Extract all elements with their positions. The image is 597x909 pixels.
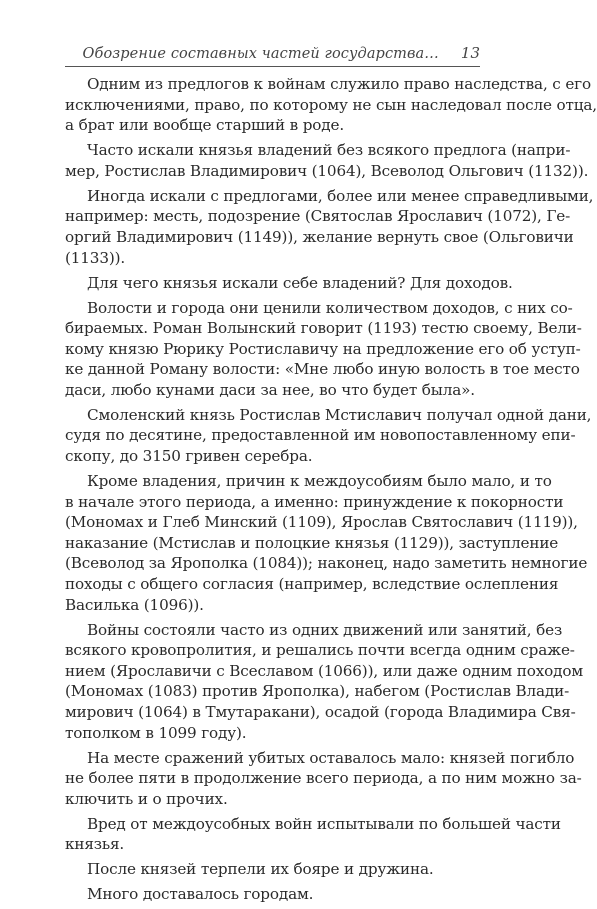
text-line: походы с общего согласия (например, вследствие ослепления [65, 575, 559, 593]
text-line: кому князю Рюрику Ростиславичу на предложение его об уступ- [65, 339, 581, 358]
header-rule [65, 66, 480, 67]
text-line: Часто искали князья владений без всякого предлога (напри- [87, 141, 571, 160]
text-line: Смоленский князь Ростислав Мстиславич получал одной дани, [87, 405, 592, 424]
page-number: 13 [460, 44, 480, 62]
text-line: Войны состояли часто из одних движений или занятий, без [87, 620, 563, 639]
text-line: ке данной Роману волости: «Мне любо иную волость в тое место [65, 360, 580, 379]
text-line: (1133)). [65, 248, 126, 267]
text-line: не более пяти в продолжение всего периода, а по ним можно за- [65, 769, 582, 788]
text-line: всякого кровопролития, и решались почти всегда одним сраже- [65, 641, 575, 660]
text-line: тополком в 1099 году). [65, 723, 247, 742]
text-line: князья. [65, 835, 125, 854]
running-header-title: Обозрение составных частей государства… [82, 46, 439, 62]
paragraph [65, 620, 583, 744]
text-line: мирович (1064) в Тмутаракани), осадой (города Владимира Свя- [65, 702, 576, 721]
text-line: в начале этого периода, а именно: принуждение к покорности [65, 492, 564, 511]
text-line: После князей терпели их бояре и дружина. [87, 860, 434, 879]
paragraph [65, 859, 481, 880]
text-line: исключениями, право, по которому не сын наследовал после отца, [65, 95, 597, 114]
text-line: оргий Владимирович (1149)), желание вернуть свое (Ольговичи [65, 227, 574, 246]
text-line: Василька (1096)). [65, 595, 204, 614]
text-line: мер, Ростислав Владимирович (1064), Всеволод Ольгович (1132)). [65, 161, 589, 180]
running-header [65, 44, 480, 62]
text-line: бираемых. Роман Волынский говорит (1193) тестю своему, Вели- [65, 319, 582, 338]
text-line: даси, любо кунами даси за нее, во что будет была». [65, 380, 475, 399]
text-line: скопу, до 3150 гривен серебра. [65, 447, 313, 466]
paragraph [65, 140, 589, 181]
text-line: Волости и города они ценили количеством доходов, с них со- [87, 298, 573, 317]
text-line: а брат или вообще старший в роде. [65, 116, 345, 135]
text-line: наказание (Мстислав и полоцкие князья (1129)), заступление [65, 533, 559, 552]
paragraph [65, 748, 582, 810]
text-line: например: месть, подозрение (Святослав Ярославич (1072), Ге- [65, 207, 571, 226]
text-line: На месте сражений убитых оставалось мало: князей погибло [87, 748, 575, 767]
text-line: нием (Ярославичи с Всеславом (1066)), или даже одним походом [65, 661, 583, 680]
text-line: (Мономах (1083) против Ярополка), набегом (Ростислав Влади- [65, 682, 570, 701]
text-line: судя по десятине, предоставленной им новопоставленному епи- [65, 426, 576, 445]
text-line: ключить и о прочих. [65, 789, 228, 808]
paragraph [65, 298, 582, 401]
paragraph [65, 814, 561, 855]
text-line: (Всеволод за Ярополка (1084)); наконец, надо заметить немногие [65, 554, 588, 573]
text-line: Много доставалось городам. [87, 885, 314, 904]
text-line: Вред от междоусобных войн испытывали по большей части [87, 814, 561, 833]
text-line: Кроме владения, причин к междоусобиям было мало, и то [87, 472, 552, 491]
paragraph [65, 471, 588, 615]
paragraph [65, 884, 481, 905]
text-line: Одним из предлогов к войнам служило право наследства, с его [87, 75, 591, 93]
text-line: Иногда искали с предлогами, более или менее справедливыми, [87, 186, 594, 205]
body-text [65, 74, 597, 909]
text-line: Для чего князья искали себе владений? Для доходов. [87, 273, 513, 292]
text-line: (Мономах и Глеб Минский (1109), Ярослав Святославич (1119)), [65, 513, 578, 532]
paragraph [65, 273, 513, 294]
paragraph [65, 405, 592, 467]
paragraph [65, 186, 594, 268]
paragraph [65, 74, 597, 136]
